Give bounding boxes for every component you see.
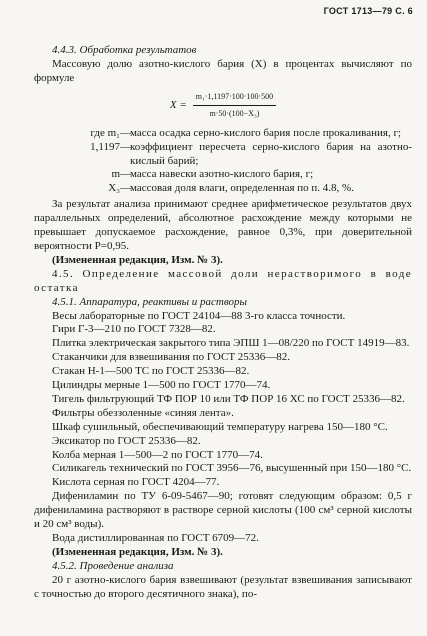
definition-symbol: 1,1197 [90, 140, 120, 153]
page-header: ГОСТ 1713—79 С. 6 [323, 6, 413, 16]
equipment-item: Стакан Н-1—500 ТС по ГОСТ 25336—82. [52, 365, 250, 378]
formula-denominator: m·50·(100−X₃) [209, 109, 260, 119]
equipment-item: Колба мерная 1—500—2 по ГОСТ 1770—74. [52, 448, 263, 461]
equipment-item: Эксикатор по ГОСТ 25336—82. [52, 434, 201, 447]
equipment-item: Фильтры обеззоленные «синяя лента». [52, 406, 234, 419]
equipment-item: Цилиндры мерные 1—500 по ГОСТ 1770—74. [52, 379, 271, 392]
equipment-item: Гири Г-3—210 по ГОСТ 7328—82. [52, 323, 216, 336]
formula-numerator: m₁·1,1197·100·100·500 [193, 90, 276, 106]
definition-symbol: m [111, 168, 120, 181]
equipment-item: Вода дистиллированная по ГОСТ 6709—72. [52, 532, 259, 544]
definition-row: где m₁ — масса осадка серно-кислого бария после прокаливания, г; [34, 127, 412, 141]
section-451-title: 4.5.1. Аппаратура, реактивы и растворы [52, 295, 247, 308]
result-paragraph: За результат анализа принимают среднее арифметическое результатов двух параллельных определений, абсолютное расхождение между которыми не превышает допускаемое расхождение, равное 0,3%, при доверительной вероятности P=0,95. [34, 198, 412, 252]
page-content [34, 44, 412, 602]
section-443-title: 4.4.3. Обработка результатов [52, 44, 197, 56]
barium-nitrate-formula [34, 86, 412, 126]
intro-paragraph: Массовую долю азотно-кислого бария (X) в процентах вычисляют по формуле [34, 57, 412, 84]
definition-text: масса осадка серно-кислого бария после прокаливания, г; [130, 126, 402, 139]
formula-fraction [193, 90, 276, 121]
equipment-item: Шкаф сушильный, обеспечивающий температуру нагрева 150—180 °С. [52, 420, 388, 433]
definition-text: коэффициент пересчета серно-кислого бария на азотно-кислый барий; [130, 140, 412, 167]
section-45-title: 4.5. Определение массовой доли нерастворимого в воде остатка [34, 267, 412, 294]
equipment-item: Дифениламин по ТУ 6-09-5467—90; готовят следующим образом: 0,5 г дифениламина растворяют в растворе серной кислоты (100 см³ серной кислоты и 20 см³ воды). [34, 490, 412, 531]
definition-symbol: X₃ [108, 182, 120, 195]
equipment-item: Силикагель технический по ГОСТ 3956—76, высушенный при 150—180 °С. [52, 462, 412, 475]
amendment-note-2: (Измененная редакция, Изм. № 3). [52, 545, 223, 558]
equipment-item: Весы лабораторные по ГОСТ 24104—88 3-го класса точности. [52, 309, 346, 322]
definition-row: 1,1197 — коэффициент пересчета серно-кислого бария на азотно-кислый барий; [34, 141, 412, 169]
equipment-item: Кислота серная по ГОСТ 4204—77. [52, 476, 220, 489]
equipment-item: Плитка электрическая закрытого типа ЭПШ 1—08/220 по ГОСТ 14919—83. [52, 337, 410, 350]
section-452-title: 4.5.2. Проведение анализа [52, 559, 174, 572]
definition-text: масса навески азотно-кислого бария, г; [130, 168, 314, 181]
analysis-paragraph: 20 г азотно-кислого бария взвешивают (результат взвешивания записывают с точностью до второго десятичного знака), по- [34, 573, 412, 600]
definition-text: массовая доля влаги, определенная по п. 4.8, %. [130, 182, 354, 195]
equipment-item: Стаканчики для взвешивания по ГОСТ 25336—82. [52, 351, 291, 364]
definition-symbol: где m₁ [90, 126, 120, 139]
formula-lhs: X = [169, 98, 187, 111]
equipment-item: Тигель фильтрующий ТФ ПОР 10 или ТФ ПОР 16 ХС по ГОСТ 25336—82. [52, 392, 405, 405]
amendment-note-1: (Измененная редакция, Изм. № 3). [52, 253, 223, 266]
definition-row: m — масса навески азотно-кислого бария, г; [34, 168, 412, 182]
definition-row: X₃ — массовая доля влаги, определенная по п. 4.8, %. [34, 182, 412, 196]
formula-definitions [34, 127, 412, 197]
